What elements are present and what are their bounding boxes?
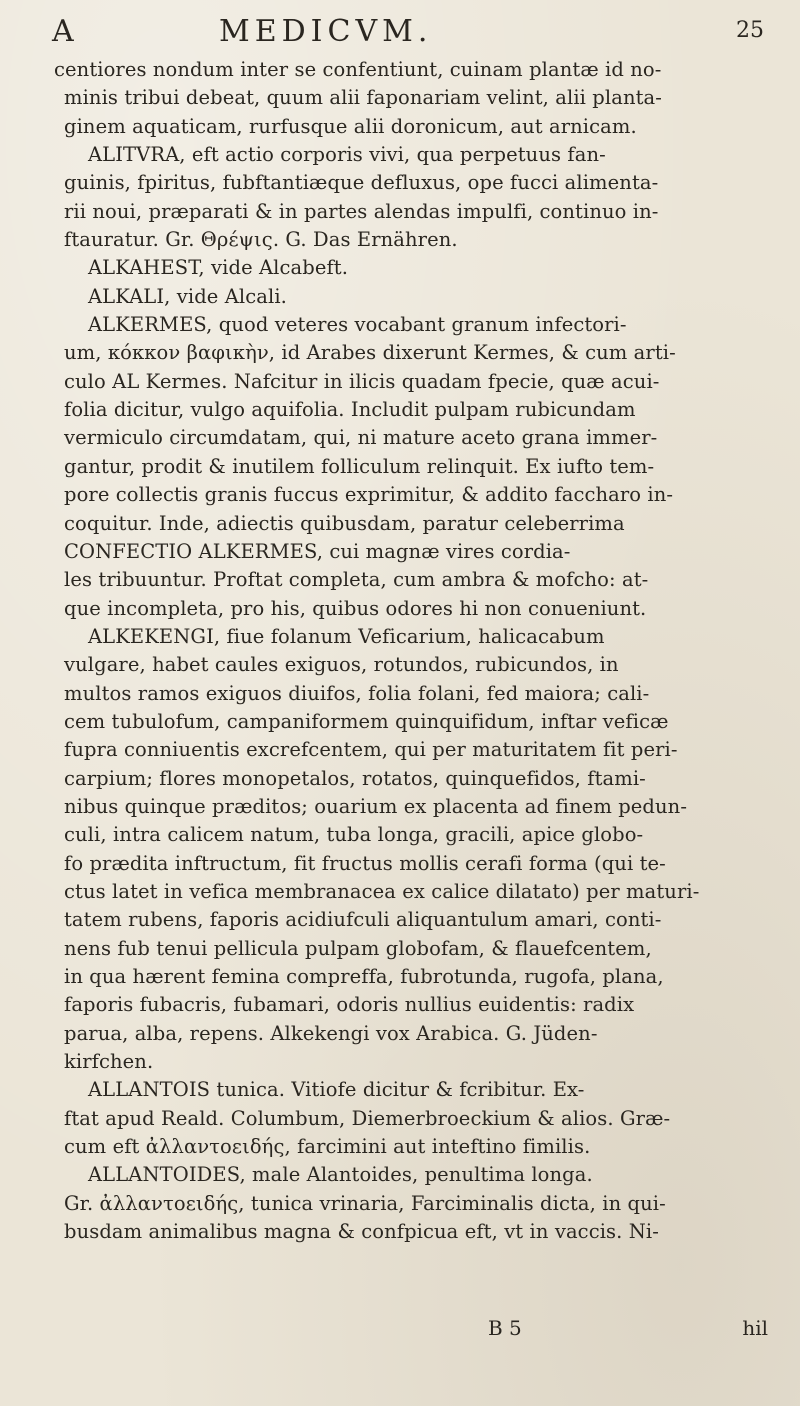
text-line: minis tribui debeat, quum alii faponariam velint, alii planta- (64, 86, 662, 110)
section-letter: A (52, 14, 75, 49)
text-line: ftat apud Reald. Columbum, Diemerbroeckium & alios. Græ- (64, 1106, 671, 1130)
text-line: coquitur. Inde, adiectis quibusdam, paratur celeberrima (64, 511, 625, 535)
text-line: um, κόκκον βαφικὴν, id Arabes dixerunt Kermes, & cum arti- (64, 341, 676, 365)
text-line: que incompleta, pro his, quibus odores hi non conueniunt. (64, 596, 647, 620)
page-footer (48, 1316, 768, 1346)
entry-alkahest: ALKAHEST, vide Alcabeft. (88, 256, 349, 280)
text-line: carpium; flores monopetalos, rotatos, quinquefidos, ftami- (64, 766, 646, 790)
signature-mark: B 5 (488, 1316, 522, 1340)
text-line: ginem aquaticam, rurfusque alii doronicum, aut arnicam. (64, 114, 637, 138)
text-line: folia dicitur, vulgo aquifolia. Includit pulpam rubicundam (64, 398, 636, 422)
entry-alkekengi: ALKEKENGI, fiue folanum Veficarium, halicacabum (88, 624, 605, 648)
text-line: rii noui, præparati & in partes alendas impulfi, continuo in- (64, 199, 659, 223)
text-line: pore collectis granis fuccus exprimitur, & addito faccharo in- (64, 483, 674, 507)
text-line: busdam animalibus magna & confpicua eft, vt in vaccis. Ni- (64, 1220, 659, 1244)
text-line: vulgare, habet caules exiguos, rotundos, rubicundos, in (64, 653, 619, 677)
text-line: fupra conniuentis excrefcentem, qui per maturitatem fit peri- (64, 738, 678, 762)
entry-allantoides: ALLANTOIDES, male Alantoides, penultima longa. (88, 1163, 593, 1187)
page-number: 25 (736, 18, 764, 43)
entry-confectio-alkermes: CONFECTIO ALKERMES, cui magnæ vires cordia- (64, 539, 571, 563)
text-line: multos ramos exiguos diuifos, folia folani, fed maiora; cali- (64, 681, 650, 705)
text-line: ctus latet in vefica membranacea ex calice dilatato) per maturi- (64, 879, 700, 903)
text-line: fo prædita inftructum, fit fructus mollis cerafi forma (qui te- (64, 851, 666, 875)
running-title: MEDICVM. (219, 14, 433, 49)
text-line: ftauratur. Gr. Θρέψις. G. Das Ernähren. (64, 228, 458, 252)
text-line: les tribuuntur. Proftat completa, cum ambra & mofcho: at- (64, 568, 649, 592)
text-line: culo AL Kermes. Nafcitur in ilicis quadam fpecie, quæ acui- (64, 369, 660, 393)
text-line: gantur, prodit & inutilem folliculum relinquit. Ex iufto tem- (64, 454, 655, 478)
text-line: cem tubulofum, campaniformem quinquifidum, inftar veficæ (64, 709, 669, 733)
text-line: cum eft ἀλλαντοειδής, farcimini aut inteftino fimilis. (64, 1135, 591, 1159)
text-line: nibus quinque præditos; ouarium ex placenta ad finem pedun- (64, 794, 688, 818)
body-text (48, 56, 768, 1246)
text-line: Gr. ἀλλαντοειδής, tunica vrinaria, Farciminalis dicta, in qui- (64, 1191, 666, 1215)
entry-alkermes: ALKERMES, quod veteres vocabant granum infectori- (88, 313, 627, 337)
text-line: vermiculo circumdatam, qui, ni mature aceto grana immer- (64, 426, 658, 450)
text-line: nens fub tenui pellicula pulpam globofam, & flauefcentem, (64, 936, 652, 960)
running-header (44, 12, 764, 52)
text-line: culi, intra calicem natum, tuba longa, gracili, apice globo- (64, 823, 644, 847)
entry-alkali: ALKALI, vide Alcali. (88, 284, 287, 308)
text-line: faporis fubacris, fubamari, odoris nullius euidentis: radix (64, 993, 635, 1017)
text-line: parua, alba, repens. Alkekengi vox Arabica. G. Jüden- (64, 1021, 598, 1045)
text-line: kirfchen. (64, 1050, 154, 1074)
text-line: in qua hærent femina compreffa, fubrotunda, rugofa, plana, (64, 965, 664, 988)
entry-alitura: ALITVRA, eft actio corporis vivi, qua perpetuus fan- (88, 143, 606, 167)
text-line: tatem rubens, faporis acidiufculi aliquantulum amari, conti- (64, 908, 662, 932)
text-line: guinis, fpiritus, fubftantiæque defluxus, ope fucci alimenta- (64, 171, 659, 195)
text-line: centiores nondum inter se confentiunt, cuinam plantæ id no- (54, 58, 662, 81)
entry-allantois: ALLANTOIS tunica. Vitiofe dicitur & fcribitur. Ex- (88, 1078, 585, 1102)
catchword: hil (742, 1316, 768, 1340)
